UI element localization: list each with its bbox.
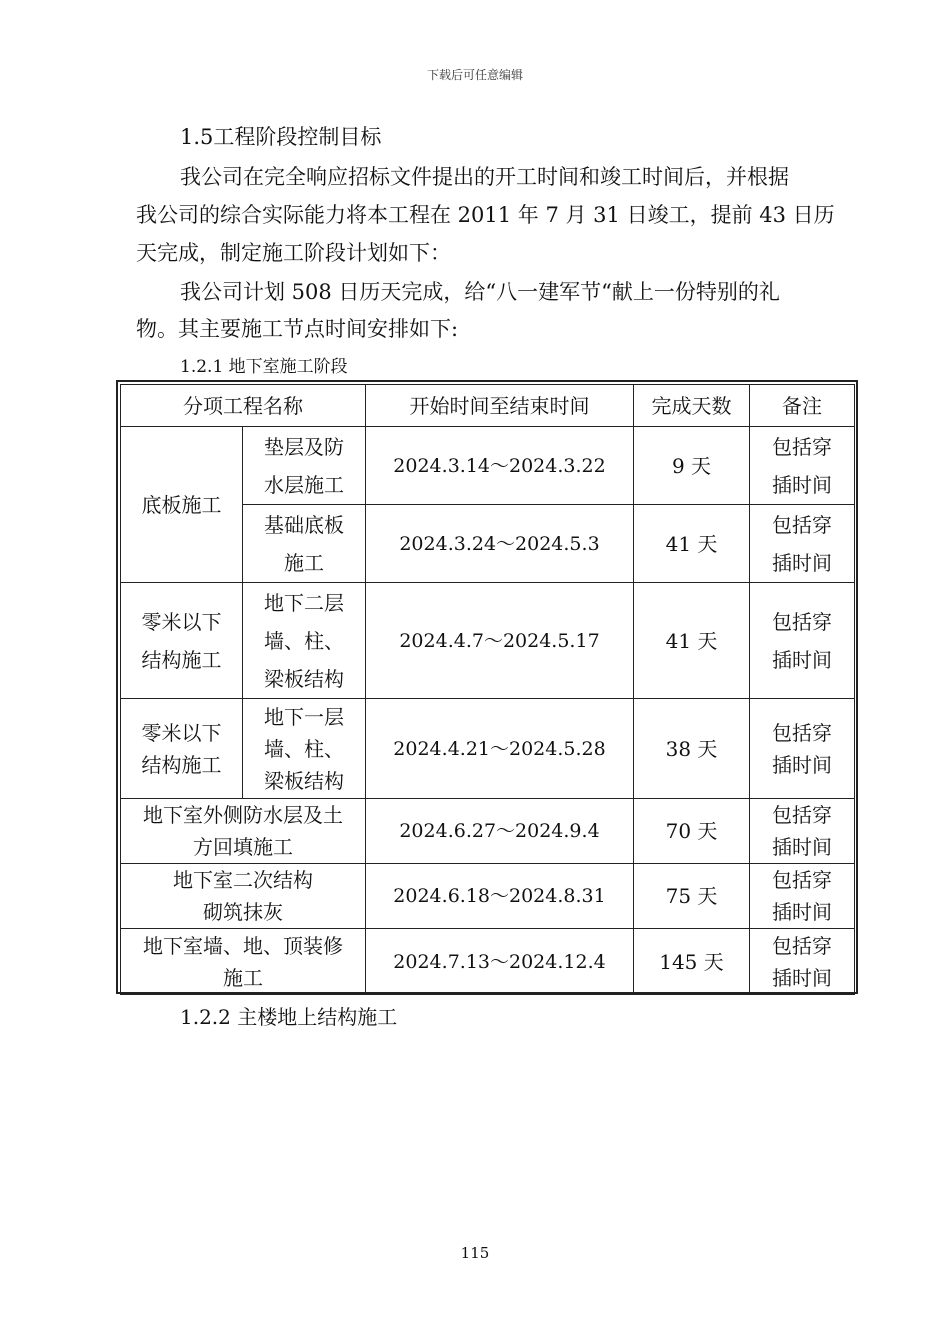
header-item-name: 分项工程名称 [121,385,366,427]
group-cell: 零米以下 结构施工 [121,699,243,799]
subheading-basement: 1.2.1 地下室施工阶段 [180,357,348,377]
header-date-range: 开始时间至结束时间 [366,385,634,427]
header-days: 完成天数 [634,385,750,427]
date-range-cell: 2024.3.24～2024.5.3 [366,505,634,583]
sub-item-cell: 垫层及防 水层施工 [243,427,366,505]
group-cell: 零米以下 结构施工 [121,583,243,699]
paragraph1-line1: 我公司在完全响应招标文件提出的开工时间和竣工时间后，并根据 [180,165,789,189]
group-cell: 底板施工 [121,427,243,583]
item-name-cell: 地下室二次结构 砌筑抹灰 [121,864,366,929]
date-range-cell: 2024.4.7～2024.5.17 [366,583,634,699]
days-cell: 9 天 [634,427,750,505]
days-cell: 41 天 [634,583,750,699]
header-note: 备注 [750,385,855,427]
header-note: 下载后可任意编辑 [426,68,523,82]
schedule-table [120,384,855,995]
note-cell: 包括穿 插时间 [750,799,855,864]
date-range-cell: 2024.7.13～2024.12.4 [366,929,634,995]
note-cell: 包括穿 插时间 [750,929,855,995]
paragraph1-line3: 天完成，制定施工阶段计划如下： [136,241,451,265]
table-row [121,864,855,929]
paragraph2-line2: 物。其主要施工节点时间安排如下: [136,317,459,341]
days-cell: 75 天 [634,864,750,929]
note-cell: 包括穿 插时间 [750,583,855,699]
page-number: 115 [460,1244,490,1262]
date-range-cell: 2024.3.14～2024.3.22 [366,427,634,505]
date-range-cell: 2024.4.21～2024.5.28 [366,699,634,799]
days-cell: 41 天 [634,505,750,583]
item-name-cell: 地下室外侧防水层及土 方回填施工 [121,799,366,864]
table-row [121,699,855,799]
note-cell: 包括穿 插时间 [750,505,855,583]
sub-item-cell: 基础底板 施工 [243,505,366,583]
note-cell: 包括穿 插时间 [750,427,855,505]
paragraph1-line2: 我公司的综合实际能力将本工程在 2011 年 7 月 31 日竣工，提前 43 日历 [136,203,835,227]
sub-item-cell: 地下二层 墙、柱、 梁板结构 [243,583,366,699]
table-row [121,427,855,505]
note-cell: 包括穿 插时间 [750,864,855,929]
table-header-row [121,385,855,427]
days-cell: 38 天 [634,699,750,799]
schedule-table-frame [116,380,858,994]
table-row [121,583,855,699]
section-title: 1.5工程阶段控制目标 [180,125,382,149]
table-row [121,929,855,995]
subheading-main-building: 1.2.2 主楼地上结构施工 [180,1005,398,1029]
date-range-cell: 2024.6.27～2024.9.4 [366,799,634,864]
days-cell: 145 天 [634,929,750,995]
sub-item-cell: 地下一层 墙、柱、 梁板结构 [243,699,366,799]
item-name-cell: 地下室墙、地、顶装修 施工 [121,929,366,995]
paragraph2-line1: 我公司计划 508 日历天完成，给“八一建军节“献上一份特别的礼 [180,280,780,304]
days-cell: 70 天 [634,799,750,864]
date-range-cell: 2024.6.18～2024.8.31 [366,864,634,929]
note-cell: 包括穿 插时间 [750,699,855,799]
table-row [121,799,855,864]
